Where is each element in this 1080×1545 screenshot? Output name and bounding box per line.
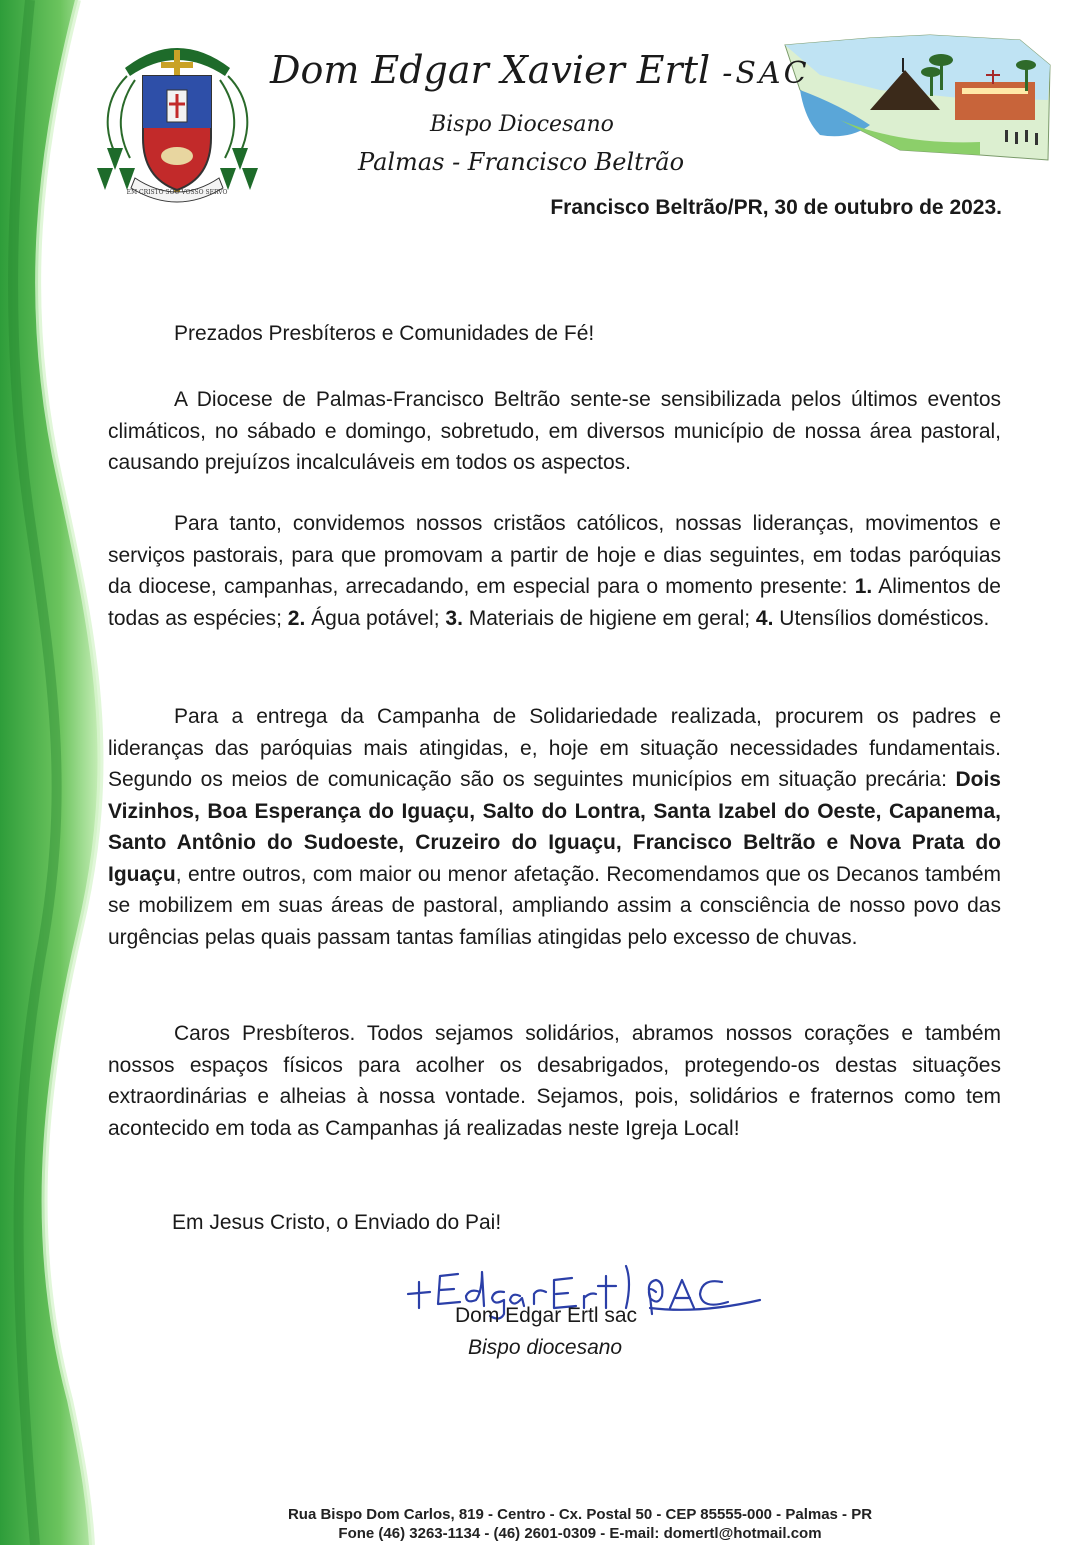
item-number-1: 1. <box>854 575 873 598</box>
order-suffix: -SAC <box>722 56 810 91</box>
date-line: Francisco Beltrão/PR, 30 de outubro de 2023. <box>550 196 1002 219</box>
bishop-name-text: Dom Edgar Xavier Ertl <box>270 48 711 92</box>
coat-motto: EM CRISTO SOU VOSSO SERVO <box>126 189 228 196</box>
closing-line: Em Jesus Cristo, o Enviado do Pai! <box>172 1211 502 1234</box>
paragraph-3 <box>108 701 1001 953</box>
paragraph-2-intro: Para tanto, convidemos nossos cristãos católicos, nossas lideranças, movimentos e serviços pastorais, para que promovam a partir de hoje e dias seguintes, em todas paróquias da diocese, campanhas, arrecadando, em especial para o momento presente: <box>108 512 1001 598</box>
bishop-title: Bispo Diocesano <box>430 112 614 137</box>
footer-address: Rua Bispo Dom Carlos, 819 - Centro - Cx. Postal 50 - CEP 85555-000 - Palmas - PR <box>287 1506 873 1523</box>
item-text-1: Alimentos de todas as espécies; <box>108 575 1001 630</box>
diocese-landscape-illustration <box>780 30 1060 170</box>
footer-contact: Fone (46) 3263-1134 - (46) 2601-0309 - E-mail: domertl@hotmail.com <box>338 1525 822 1542</box>
signatory-role: Bispo diocesano <box>468 1336 623 1359</box>
item-text-4: Utensílios domésticos. <box>773 606 990 630</box>
item-text-3: Materiais de higiene em geral; <box>462 606 756 630</box>
paragraph-2 <box>108 508 1001 634</box>
paragraph-4: Caros Presbíteros. Todos sejamos solidários, abramos nossos corações e também nossos espaços físicos para acolher os desabrigados, protegendo-os destas situações extraordinárias e alheias à nossa vontade. Sejamos, pois, solidários e fraternos como tem acontecido em toda as Campanhas já realizadas neste Igreja Local! <box>108 1022 1001 1140</box>
coat-of-arms <box>95 28 260 208</box>
item-text-2: Água potável; <box>305 606 446 630</box>
item-number-3: 3. <box>445 606 463 630</box>
bishop-name <box>270 48 810 92</box>
paragraph-3-rest: , entre outros, com maior ou menor afetação. Recomendamos que os Decanos também se mobilizem em suas áreas de pastoral, ampliando assim a consciência de nosso povo das urgências pelas quais passam tantas famílias atingidas pelo excesso de chuvas. <box>108 862 1001 949</box>
item-number-4: 4. <box>755 606 774 630</box>
greeting: Prezados Presbíteros e Comunidades de Fé! <box>174 322 595 345</box>
affected-cities: Dois Vizinhos, Boa Esperança do Iguaçu, Salto do Lontra, Santa Izabel do Oeste, Capanema, Santo Antônio do Sudoeste, Cruzeiro do Iguaçu, Francisco Beltrão e Nova Prata do Iguaçu <box>108 768 1001 886</box>
signatory-name: Dom Edgar Ertl sac <box>455 1304 638 1327</box>
paragraph-1: A Diocese de Palmas-Francisco Beltrão sente-se sensibilizada pelos últimos eventos climáticos, no sábado e domingo, sobretudo, em diversos município de nossa área pastoral, causando prejuízos incalculáveis em todos os aspectos. <box>108 388 1001 474</box>
item-number-2: 2. <box>287 606 306 630</box>
paragraph-3-intro: Para a entrega da Campanha de Solidariedade realizada, procurem os padres e lideranças das paróquias mais atingidas, e, hoje em situação necessidades fundamentais. Segundo os meios de comunicação são os seguintes municípios em situação precária: <box>108 705 1001 791</box>
diocese-name: Palmas - Francisco Beltrão <box>358 148 685 176</box>
